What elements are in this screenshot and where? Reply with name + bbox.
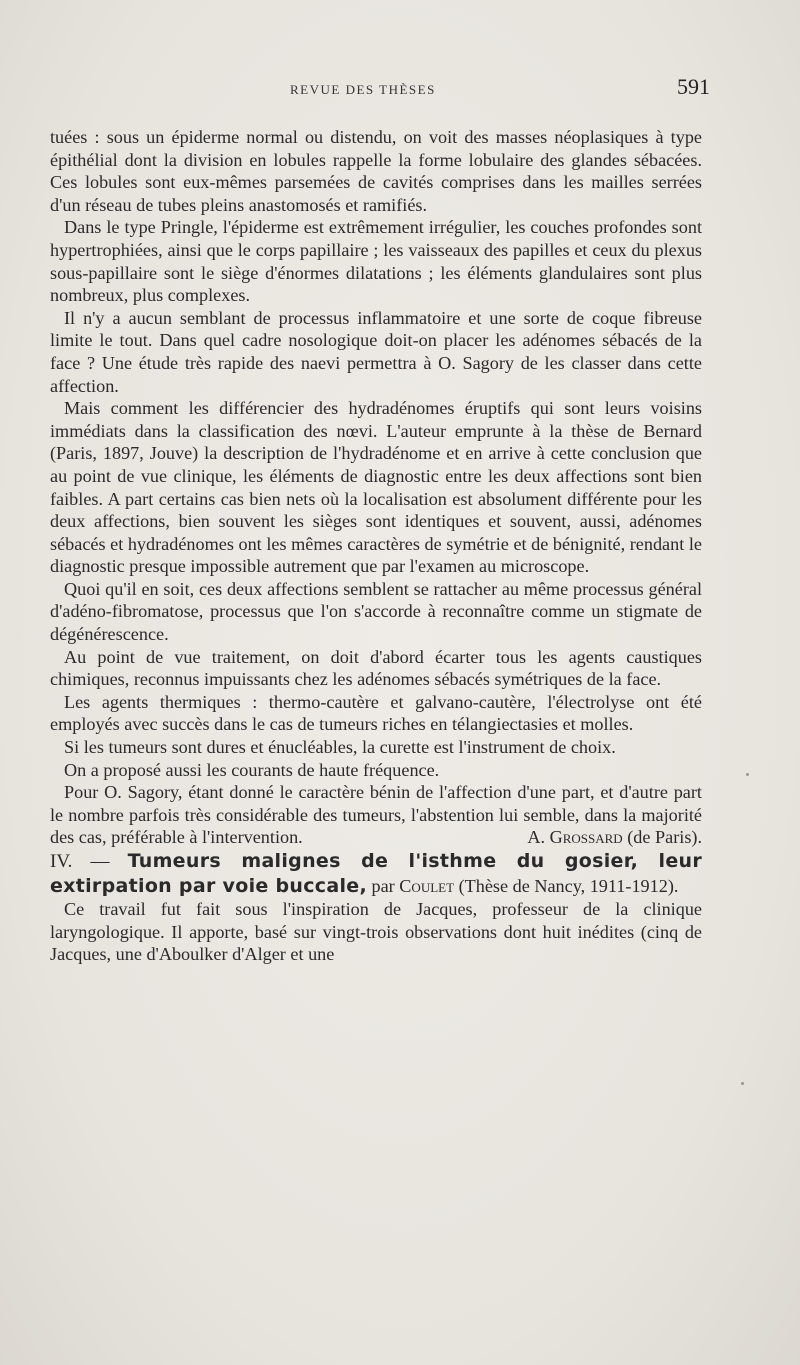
paragraph-3: Il n'y a aucun semblant de processus inflammatoire et une sorte de coque fibreuse limite le tout. Dans quel cadre nosologique doit-on placer les adénomes sébacés de la face ? Une étude très rapide des naevi permettra à O. Sagory de les classer dans cette affection. [50,307,702,396]
paragraph-1: tuées : sous un épiderme normal ou distendu, on voit des masses néoplasiques à type épithélial dont la division en lobules rappelle la forme lobulaire des glandes sébacées. Ces lobules sont eux-mêmes parsemées de cavités comprises dans les mailles serrées d'un réseau de tubes pleins anastomosés et ramifiés. [50,127,702,215]
running-title: REVUE DES THÈSES [290,82,436,97]
paragraph-10-text: Pour O. Sagory, étant donné le caractère bénin de l'affection d'une part, et d'autre part le nombre parfois très considérable des tumeurs, l'abstention lui semble, dans la majorité des cas, préférable à l'intervention. [50,782,702,848]
signature-prefix: A. [527,827,546,848]
paragraph-7: Les agents thermiques : thermo-cautère et galvano-cautère, l'électrolyse ont été employés avec succès dans le cas de tumeurs riches en télangiectasies et molles. [50,691,702,735]
signature-suffix: (de Paris). [627,827,702,848]
review-signature [513,826,702,849]
paragraph-10 [50,781,702,849]
paragraph-6: Au point de vue traitement, on doit d'abord écarter tous les agents caustiques chimiques, reconnus impuissants chez les adénomes sébacés symétriques de la face. [50,646,702,690]
scan-speck [746,773,749,776]
paragraph-8: Si les tumeurs sont dures et énucléables, la curette est l'instrument de choix. [64,737,616,758]
section-heading [50,849,702,898]
section-author: Coulet [399,876,455,896]
paragraph-4: Mais comment les différencier des hydradénomes éruptifs qui sont leurs voisins immédiats dans la classification des nœvi. L'auteur emprunte à la thèse de Bernard (Paris, 1897, Jouve) la description de l'hydradénome et en arrive à cette conclusion que au point de vue clinique, les éléments de diagnostic entre les deux affections sont bien faibles. A part certains cas bien nets où la localisation est absolument différente pour les deux affections, bien souvent les sièges sont identiques et souvent, aussi, adénomes sébacés et hydradénomes ont les mêmes caractères de symétrie et de bénignité, rendant le diagnostic presque impossible autrement que par l'examen au microscope. [50,398,702,577]
section-number: IV. — [50,851,110,872]
section-by: par [371,876,395,896]
page-number: 591 [677,74,710,99]
paragraph-9: On a proposé aussi les courants de haute fréquence. [64,759,440,780]
section-title: Tumeurs malignes de l'isthme du gosier, leur extirpation par voie buccale, [50,850,702,897]
paragraph-5: Quoi qu'il en soit, ces deux affections semblent se rattacher au même processus général d'adéno-fibromatose, processus que l'on s'accorde à reconnaître comme un stigmate de dégénérescence. [50,578,702,645]
section-paragraph: Ce travail fut fait sous l'inspiration de Jacques, professeur de la clinique laryngologique. Il apporte, basé sur vingt-trois observations dont huit inédites (cinq de Jacques, une d'Aboulker d'Alger et une [50,899,702,965]
page-header [50,74,710,104]
body-text [50,126,702,966]
paragraph-2: Dans le type Pringle, l'épiderme est extrêmement irrégulier, les couches profondes sont hypertrophiées, ainsi que le corps papillaire ; les vaisseaux des papilles et ceux du plexus sous-papillaire sont le siège d'énormes dilatations ; les éléments glandulaires sont plus nombreux, plus complexes. [50,217,702,306]
section-citation: (Thèse de Nancy, 1911-1912). [458,876,679,896]
scan-speck [741,1082,744,1085]
signature-name: Grossard [549,827,623,848]
